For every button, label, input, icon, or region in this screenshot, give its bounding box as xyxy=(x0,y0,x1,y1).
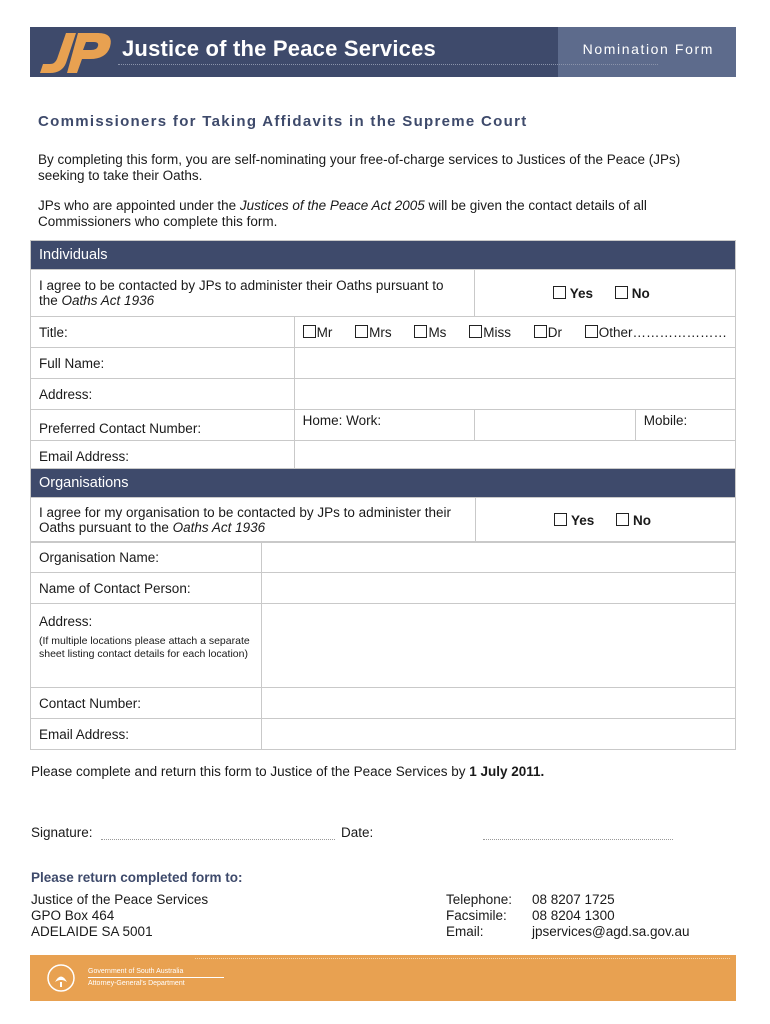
individuals-agree-text: I agree to be contacted by JPs to administer their Oaths pursuant to the Oaths Act 1936 xyxy=(31,270,475,317)
checkbox-icon[interactable] xyxy=(303,325,316,338)
full-name-label: Full Name: xyxy=(31,348,295,379)
checkbox-icon[interactable] xyxy=(554,513,567,526)
title-options xyxy=(294,317,735,348)
form-type-label: Nomination Form xyxy=(582,41,714,57)
checkbox-icon[interactable] xyxy=(616,513,629,526)
contact-person-field[interactable] xyxy=(262,573,736,604)
checkbox-icon[interactable] xyxy=(469,325,482,338)
checkbox-icon[interactable] xyxy=(414,325,427,338)
act-name: Justices of the Peace Act 2005 xyxy=(239,198,425,213)
intro-paragraph-2: JPs who are appointed under the Justices of the Peace Act 2005 will be given the contact details of all Commissioners who complete this form. xyxy=(38,198,647,229)
individuals-heading: Individuals xyxy=(31,241,736,270)
work-field[interactable] xyxy=(474,410,635,441)
signature-field[interactable] xyxy=(101,839,335,840)
title-option-mrs[interactable]: Mrs xyxy=(355,325,392,340)
footer-government: Government of South Australia xyxy=(88,968,184,975)
organisations-no-option[interactable]: No xyxy=(616,513,651,528)
individuals-table xyxy=(30,240,736,472)
email-address[interactable]: jpservices@agd.sa.gov.au xyxy=(532,924,690,939)
organisation-name-field[interactable] xyxy=(262,542,736,573)
title-option-other[interactable]: Other………………… xyxy=(585,325,727,340)
organisation-name-label: Organisation Name: xyxy=(31,542,262,573)
title-option-miss[interactable]: Miss xyxy=(469,325,511,340)
date-label: Date: xyxy=(341,825,374,840)
banner-dotted-line xyxy=(118,64,658,66)
org-address-field[interactable] xyxy=(262,604,736,688)
title-option-dr[interactable]: Dr xyxy=(534,325,562,340)
organisations-details-table xyxy=(30,541,736,750)
header-banner xyxy=(30,27,736,77)
address-field[interactable] xyxy=(294,379,735,410)
brand-name: Justice of the Peace Services xyxy=(122,36,436,61)
date-field[interactable] xyxy=(483,839,673,840)
title-label: Title: xyxy=(31,317,295,348)
contact-number-label: Contact Number: xyxy=(31,688,262,719)
page-title: Commissioners for Taking Affidavits in the Supreme Court xyxy=(38,113,528,130)
organisations-yes-option[interactable]: Yes xyxy=(554,513,594,528)
return-address: Justice of the Peace Services GPO Box 464 ADELAIDE SA 5001 xyxy=(31,892,209,939)
checkbox-icon[interactable] xyxy=(585,325,598,338)
signature-label: Signature: xyxy=(31,825,93,840)
address-label: Address: xyxy=(31,379,295,410)
checkbox-icon[interactable] xyxy=(553,286,566,299)
title-option-mr[interactable]: Mr xyxy=(303,325,333,340)
jp-logo-icon xyxy=(36,29,116,75)
intro-paragraph-1: By completing this form, you are self-nominating your free-of-charge services to Justices of the Peace (JPs) seeking to take their Oaths. xyxy=(38,152,681,183)
individuals-yes-option[interactable]: Yes xyxy=(553,286,593,301)
contact-number-field[interactable] xyxy=(262,688,736,719)
deadline: 1 July 2011. xyxy=(469,764,545,779)
individuals-yes-no xyxy=(474,270,735,317)
organisations-yes-no xyxy=(476,498,736,543)
footer-rule xyxy=(88,977,224,978)
checkbox-icon[interactable] xyxy=(615,286,628,299)
contact-person-label: Name of Contact Person: xyxy=(31,573,262,604)
contact-details: Telephone: 08 8207 1725 Facsimile: 08 8204 1300 Email: jpservices@agd.sa.gov.au xyxy=(446,892,690,939)
organisations-agree-text: I agree for my organisation to be contacted by JPs to administer their Oaths pursuant to the Oaths Act 1936 xyxy=(31,498,476,543)
government-crest-icon xyxy=(46,963,76,993)
footer-banner xyxy=(30,955,736,1001)
closing-text: Please complete and return this form to Justice of the Peace Services by 1 July 2011. xyxy=(31,764,545,779)
org-email-field[interactable] xyxy=(262,719,736,750)
title-option-ms[interactable]: Ms xyxy=(414,325,446,340)
organisations-heading: Organisations xyxy=(31,469,736,498)
home-work-field[interactable]: Home: Work: xyxy=(294,410,474,441)
footer-dotted-line xyxy=(195,958,730,959)
full-name-field[interactable] xyxy=(294,348,735,379)
organisations-table xyxy=(30,468,736,543)
footer-department: Attorney-General's Department xyxy=(88,980,185,987)
individuals-no-option[interactable]: No xyxy=(615,286,650,301)
mobile-field[interactable]: Mobile: xyxy=(635,410,735,441)
org-email-label: Email Address: xyxy=(31,719,262,750)
address-note: (If multiple locations please attach a separate sheet listing contact details for each location) xyxy=(39,635,250,660)
checkbox-icon[interactable] xyxy=(355,325,368,338)
email-field[interactable] xyxy=(294,441,735,472)
return-heading: Please return completed form to: xyxy=(31,870,243,885)
facsimile-number: 08 8204 1300 xyxy=(532,908,615,923)
email-label: Email Address: xyxy=(31,441,295,472)
preferred-contact-label: Preferred Contact Number: xyxy=(31,410,295,441)
checkbox-icon[interactable] xyxy=(534,325,547,338)
telephone-number: 08 8207 1725 xyxy=(532,892,615,907)
org-address-label: Address: (If multiple locations please attach a separate sheet listing contact details for each location) xyxy=(31,604,262,688)
